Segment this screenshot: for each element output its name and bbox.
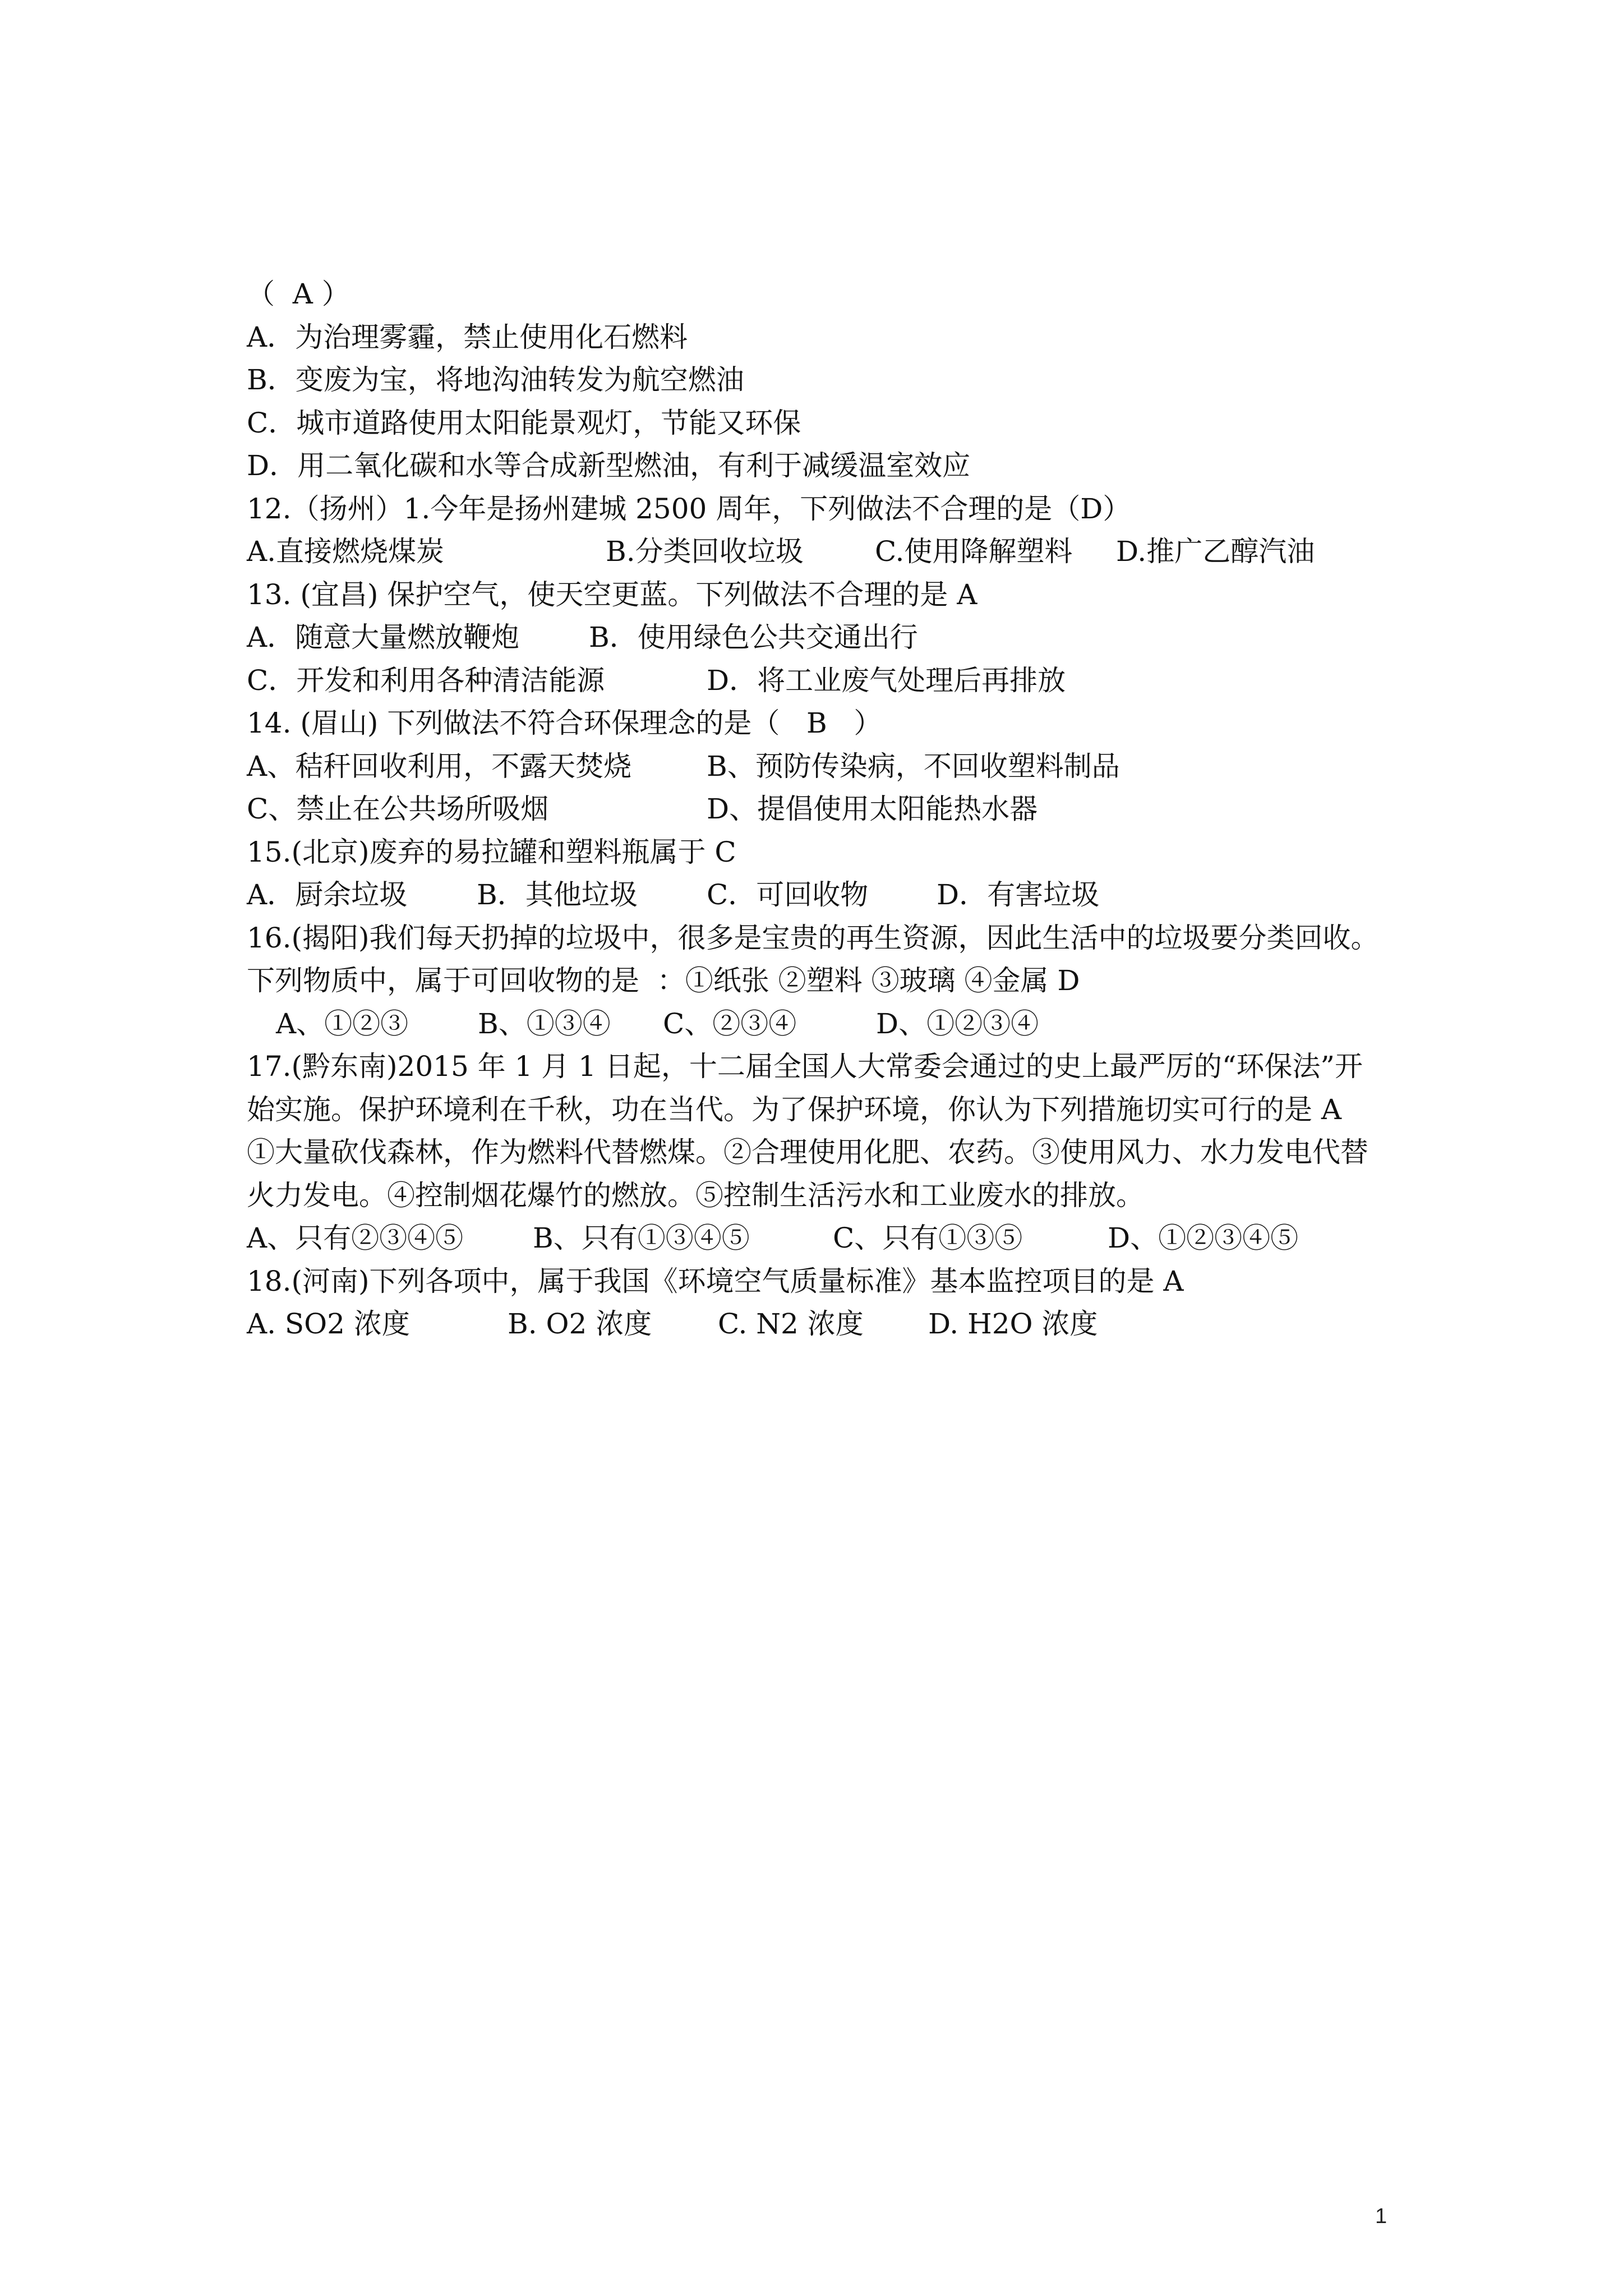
option-b: B．变废为宝，将地沟油转发为航空燃油: [247, 364, 744, 396]
option: C、②③④: [663, 1007, 797, 1040]
option: A、秸秆回收利用，不露天焚烧: [247, 749, 632, 783]
question-16-options: [247, 1002, 1402, 1046]
question-17-line-4: 火力发电。④控制烟花爆竹的燃放。⑤控制生活污水和工业废水的排放。: [247, 1179, 1144, 1212]
option: A.直接燃烧煤炭: [247, 535, 445, 568]
question-12-options: [247, 530, 1402, 573]
option: B. O2 浓度: [508, 1308, 652, 1340]
answer-bracket: （ A ）: [247, 278, 350, 310]
option: A. SO2 浓度: [247, 1308, 410, 1340]
question-18-options: [247, 1303, 1402, 1346]
question-14-options-row-2: [247, 788, 1402, 831]
option: D、①②③④⑤: [1108, 1222, 1299, 1254]
option: D、提倡使用太阳能热水器: [707, 793, 1038, 825]
option: C、禁止在公共场所吸烟: [247, 793, 549, 825]
question-15-options: [247, 873, 1402, 917]
option: C. N2 浓度: [718, 1308, 864, 1340]
option: A、只有②③④⑤: [247, 1222, 464, 1254]
question-15: 15.(北京)废弃的易拉罐和塑料瓶属于 C: [247, 835, 736, 868]
question-12: 12.（扬州）1.今年是扬州建城 2500 周年，下列做法不合理的是（D）: [247, 492, 1131, 525]
question-16-line-2: 下列物质中，属于可回收物的是 ：①纸张 ②塑料 ③玻璃 ④金属 D: [247, 964, 1080, 997]
option: C．可回收物: [707, 878, 869, 911]
question-13: 13. (宜昌) 保护空气，使天空更蓝。下列做法不合理的是 A: [247, 578, 978, 611]
question-14-options-row-1: [247, 745, 1402, 788]
option: D. H2O 浓度: [928, 1308, 1098, 1340]
question-17-line-3: ①大量砍伐森林，作为燃料代替燃煤。②合理使用化肥、农药。③使用风力、水力发电代替: [247, 1136, 1368, 1168]
question-14: 14. (眉山) 下列做法不符合环保理念的是（ B ）: [247, 707, 882, 739]
option: C、只有①③⑤: [833, 1222, 1023, 1254]
option: D．将工业废气处理后再排放: [707, 664, 1066, 697]
option: D．有害垃圾: [937, 878, 1100, 911]
option: A、①②③: [276, 1007, 409, 1040]
page-number: 1: [1375, 2205, 1387, 2228]
option: D.推广乙醇汽油: [1116, 535, 1315, 568]
option-d: D．用二氧化碳和水等合成新型燃油，有利于减缓温室效应: [247, 449, 971, 482]
option: B．其他垃圾: [477, 878, 638, 911]
question-17-line-2: 始实施。保护环境利在千秋，功在当代。为了保护环境，你认为下列措施切实可行的是 A: [247, 1093, 1342, 1126]
option: A．随意大量燃放鞭炮: [247, 621, 520, 654]
option: D、①②③④: [876, 1007, 1039, 1040]
option-a: A．为治理雾霾，禁止使用化石燃料: [247, 320, 688, 353]
question-17-line-1: 17.(黔东南)2015 年 1 月 1 日起，十二届全国人大常委会通过的史上最严厉的“环保法”开: [247, 1050, 1363, 1083]
option: C．开发和利用各种清洁能源: [247, 664, 605, 697]
option: B、①③④: [478, 1007, 611, 1040]
option: A．厨余垃圾: [247, 878, 408, 911]
question-18: 18.(河南)下列各项中，属于我国《环境空气质量标准》基本监控项目的是 A: [247, 1264, 1184, 1297]
option: B、预防传染病，不回收塑料制品: [707, 749, 1120, 783]
question-16-line-1: 16.(揭阳)我们每天扔掉的垃圾中，很多是宝贵的再生资源，因此生活中的垃圾要分类回收。: [247, 921, 1379, 954]
option: C.使用降解塑料: [875, 535, 1073, 568]
question-list: [247, 273, 1402, 1346]
option: B.分类回收垃圾: [606, 535, 804, 568]
option: B．使用绿色公共交通出行: [589, 621, 918, 654]
question-13-options-row-2: [247, 659, 1402, 702]
option-c: C．城市道路使用太阳能景观灯，节能又环保: [247, 406, 801, 439]
option: B、只有①③④⑤: [533, 1222, 750, 1254]
question-13-options-row-1: [247, 616, 1402, 659]
question-17-options: [247, 1217, 1402, 1260]
